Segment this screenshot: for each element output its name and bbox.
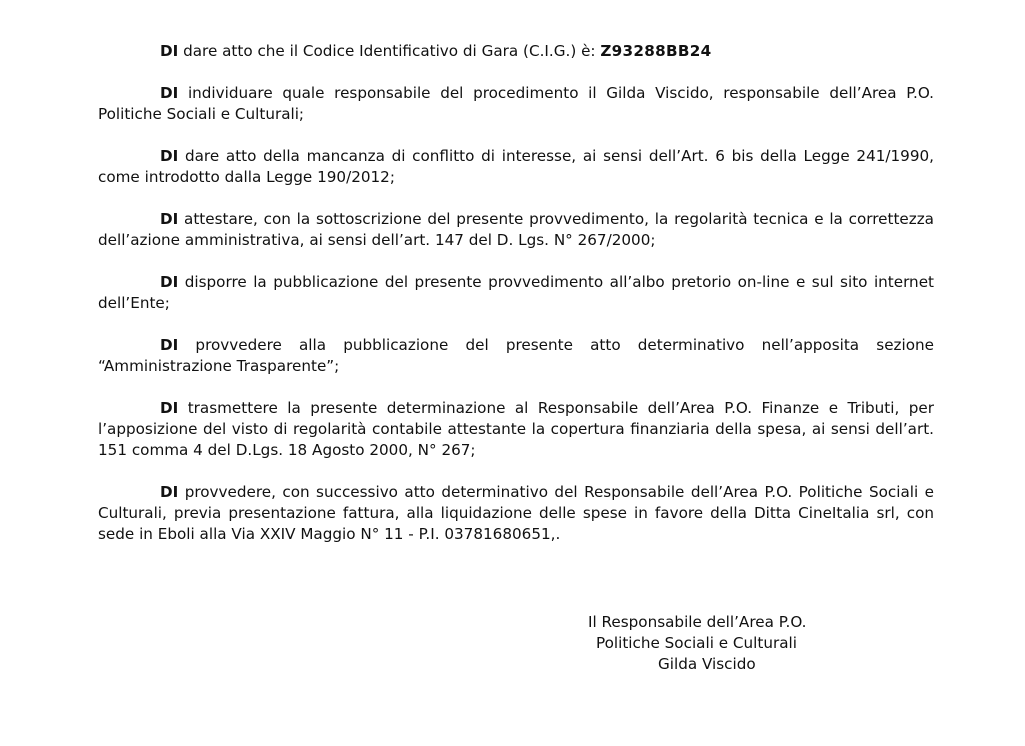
- paragraph-regolarita-tecnica: [98, 209, 934, 251]
- paragraph-text: provvedere alla pubblicazione del presente atto determinativo nell’apposita sezione “Amministrazione Trasparente”;: [98, 336, 934, 375]
- paragraph-responsabile: [98, 83, 934, 125]
- paragraph-keyword: DI: [160, 336, 179, 354]
- paragraph-pubblicazione-albo: [98, 272, 934, 314]
- paragraph-text: attestare, con la sottoscrizione del presente provvedimento, la regolarità tecnica e la correttezza dell’azione amministrativa, ai sensi dell’art. 147 del D. Lgs. N° 267/2000;: [98, 210, 934, 249]
- paragraph-text: trasmettere la presente determinazione al Responsabile dell’Area P.O. Finanze e Tributi, per l’apposizione del visto di regolarità contabile attestante la copertura finanziaria della spesa, ai sensi dell’art. 151 comma 4 del D.Lgs. 18 Agosto 2000, N° 267;: [98, 399, 934, 459]
- signature-name: Gilda Viscido: [658, 655, 756, 673]
- paragraph-text: disporre la pubblicazione del presente provvedimento all’albo pretorio on-line e sul sito internet dell’Ente;: [98, 273, 934, 312]
- paragraph-keyword: DI: [160, 399, 179, 417]
- paragraph-text: dare atto della mancanza di conflitto di interesse, ai sensi dell’Art. 6 bis della Legge 241/1990, come introdotto dalla Legge 190/2012;: [98, 147, 934, 186]
- paragraph-keyword: DI: [160, 84, 179, 102]
- paragraph-keyword: DI: [160, 210, 179, 228]
- paragraph-keyword: DI: [160, 42, 179, 60]
- paragraph-keyword: DI: [160, 273, 179, 291]
- paragraph-text: provvedere, con successivo atto determinativo del Responsabile dell’Area P.O. Politiche Sociali e Culturali, previa presentazione fattura, alla liquidazione delle spese in favore della Ditta CineItalia srl, con sede in Eboli alla Via XXIV Maggio N° 11 - P.I. 03781680651,.: [98, 483, 934, 543]
- paragraph-keyword: DI: [160, 147, 179, 165]
- document-body: [98, 41, 934, 566]
- paragraph-keyword: DI: [160, 483, 179, 501]
- cig-code: Z93288BB24: [600, 42, 712, 60]
- paragraph-amministrazione-trasparente: [98, 335, 934, 377]
- paragraph-text: individuare quale responsabile del procedimento il Gilda Viscido, responsabile dell’Area P.O. Politiche Sociali e Culturali;: [98, 84, 934, 123]
- paragraph-cig: [98, 41, 934, 62]
- paragraph-conflitto-interesse: [98, 146, 934, 188]
- signature-block: [588, 612, 888, 675]
- signature-title: Il Responsabile dell’Area P.O.: [588, 613, 807, 631]
- paragraph-liquidazione-spese: [98, 482, 934, 545]
- signature-area: Politiche Sociali e Culturali: [596, 634, 797, 652]
- paragraph-trasmissione-finanze: [98, 398, 934, 461]
- paragraph-text: dare atto che il Codice Identificativo di Gara (C.I.G.) è:: [178, 42, 601, 60]
